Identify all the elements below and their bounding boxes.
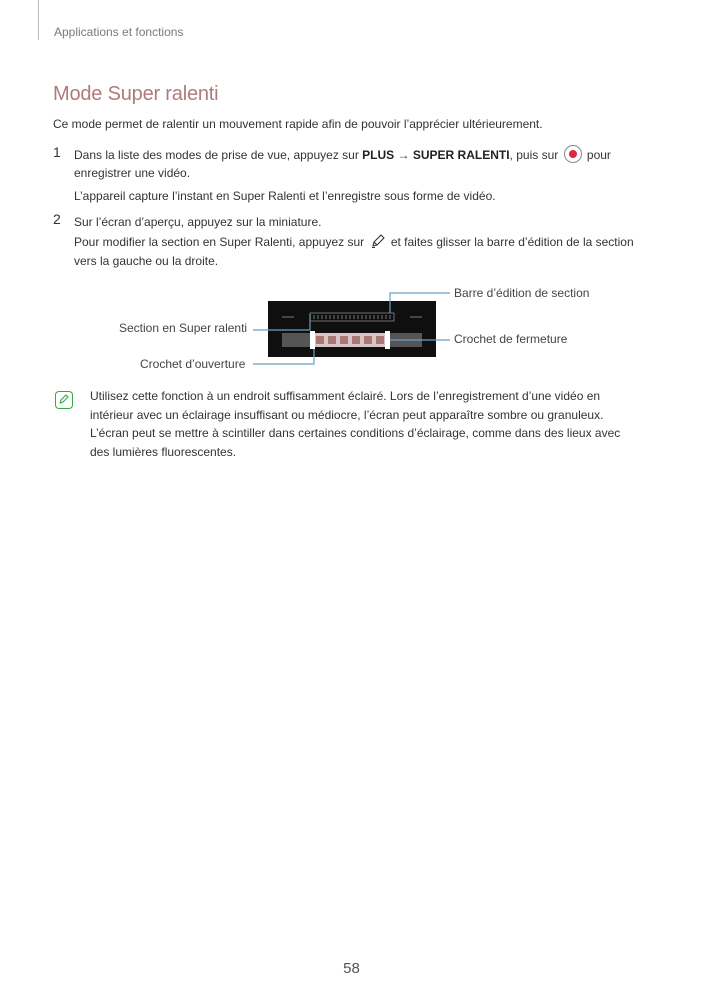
record-icon — [564, 145, 582, 163]
step-2-number: 2 — [53, 211, 61, 227]
page-number: 58 — [343, 960, 360, 977]
step-1-line-1 — [74, 145, 611, 165]
arrow: → — [394, 148, 413, 162]
step-1-text-b: , puis sur — [509, 148, 562, 162]
label-section: Section en Super ralenti — [119, 321, 248, 335]
label-open-bracket: Crochet d’ouverture — [140, 357, 246, 371]
header-divider — [38, 0, 39, 40]
intro-text: Ce mode permet de ralentir un mouvement rapide afin de pouvoir l’apprécier ultérieurement. — [53, 117, 543, 131]
step-1-number: 1 — [53, 144, 61, 160]
super-ralenti-label: SUPER RALENTI — [412, 148, 510, 162]
note-line-2: intérieur avec un éclairage insuffisant ou médiocre, l’écran peut apparaître sombre ou granuleux. — [90, 408, 604, 422]
closing-bracket[interactable] — [385, 331, 390, 349]
step-2-line-3: vers la gauche ou la droite. — [74, 254, 219, 268]
step-1-line-2: enregistrer une vidéo. — [74, 166, 191, 180]
pencil-icon — [370, 233, 386, 249]
section-edit-bar[interactable] — [310, 313, 394, 321]
step-2-line-2 — [74, 233, 634, 252]
video-editor-screenshot — [268, 301, 436, 357]
step-1-text-a: Dans la liste des modes de prise de vue, appuyez sur — [74, 148, 363, 162]
step-2-text-a: Pour modifier la section en Super Ralenti, appuyez sur — [74, 235, 368, 249]
opening-bracket[interactable] — [310, 331, 315, 349]
video-editor-graphic — [268, 301, 436, 357]
note-line-3: L’écran peut se mettre à scintiller dans certaines conditions d’éclairage, comme dans des lieux avec — [90, 426, 621, 440]
section-header: Applications et fonctions — [54, 25, 184, 39]
plus-label: PLUS — [362, 148, 395, 162]
step-1-subtext: L’appareil capture l’instant en Super Ralenti et l’enregistre sous forme de vidéo. — [74, 189, 496, 203]
step-2-text-b: et faites glisser la barre d’édition de la section — [387, 235, 634, 249]
step-1-text-c: pour — [583, 148, 611, 162]
step-2-line-1: Sur l’écran d’aperçu, appuyez sur la miniature. — [74, 215, 322, 229]
page-title: Mode Super ralenti — [53, 83, 219, 105]
note-icon — [55, 391, 73, 409]
note-line-4: des lumières fluorescentes. — [90, 445, 237, 459]
label-close-bracket: Crochet de fermeture — [454, 332, 568, 346]
note-line-1: Utilisez cette fonction à un endroit suffisamment éclairé. Lors de l’enregistrement d’une vidéo en — [90, 389, 601, 403]
label-edit-bar: Barre d’édition de section — [454, 286, 590, 300]
